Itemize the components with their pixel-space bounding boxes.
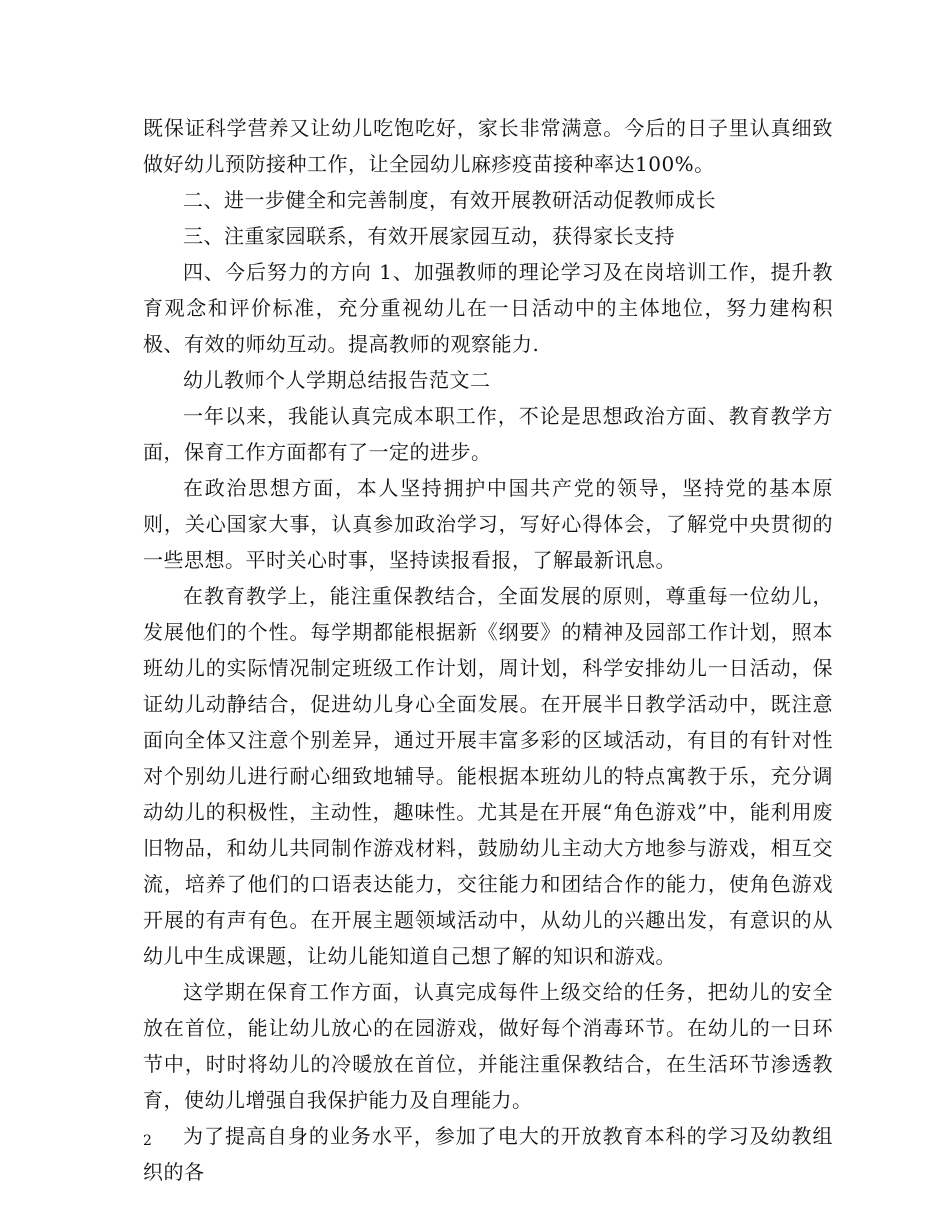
section-heading-3: 三、注重家园联系，有效开展家园互动，获得家长支持 xyxy=(183,224,675,248)
paragraph: 一年以来，我能认真完成本职工作，不论是思想政治方面、教育教学方面，保育工作方面都有了一定的进步。 xyxy=(143,404,833,464)
paragraph: 在教育教学上，能注重保教结合，全面发展的原则，尊重每一位幼儿，发展他们的个性。每学期都能根据新《纲要》的精神及园部工作计划，照本班幼儿的实际情况制定班级工作计划，周计划，科学安排幼儿一日活动，保证幼儿动静结合，促进幼儿身心全面发展。在开展半日教学活动中，既注意面向全体又注意个别差异，通过开展丰富多彩的区域活动，有目的有针对性对个别幼儿进行耐心细致地辅导。能根据本班幼儿的特点寓教于乐，充分调动幼儿的积极性，主动性，趣味性。尤其是在开展“角色游戏”中，能利用废旧物品，和幼儿共同制作游戏材料，鼓励幼儿主动大方地参与游戏，相互交流，培养了他们的口语表达能力，交往能力和团结合作的能力，使角色游戏开展的有声有色。在开展主题领域活动中，从幼儿的兴趣出发，有意识的从幼儿中生成课题，让幼儿能知道自己想了解的知识和游戏。 xyxy=(143,584,833,968)
section-heading-2: 二、进一步健全和完善制度，有效开展教研活动促教师成长 xyxy=(183,188,716,212)
page-number: 2 xyxy=(143,1133,152,1149)
paragraph: 既保证科学营养又让幼儿吃饱吃好，家长非常满意。今后的日子里认真细致做好幼儿预防接种工作，让全园幼儿麻疹疫苗接种率达100%。 xyxy=(143,116,833,176)
paragraph: 在政治思想方面，本人坚持拥护中国共产党的领导，坚持党的基本原则，关心国家大事，认真参加政治学习，写好心得体会，了解党中央贯彻的一些思想。平时关心时事，坚持读报看报，了解最新讯息。 xyxy=(143,476,833,572)
document-subtitle: 幼儿教师个人学期总结报告范文二 xyxy=(183,368,491,392)
section-heading-4: 四、今后努力的方向 1、加强教师的理论学习及在岗培训工作，提升教育观念和评价标准，充分重视幼儿在一日活动中的主体地位，努力建构积极、有效的师幼互动。提高教师的观察能力. xyxy=(143,260,833,356)
paragraph: 为了提高自身的业务水平，参加了电大的开放教育本科的学习及幼教组织的各 xyxy=(143,1124,833,1184)
paragraph: 这学期在保育工作方面，认真完成每件上级交给的任务，把幼儿的安全放在首位，能让幼儿放心的在园游戏，做好每个消毒环节。在幼儿的一日环节中，时时将幼儿的冷暖放在首位，并能注重保教结合，在生活环节渗透教育，使幼儿增强自我保护能力及自理能力。 xyxy=(143,980,833,1112)
body-text xyxy=(143,110,833,1190)
